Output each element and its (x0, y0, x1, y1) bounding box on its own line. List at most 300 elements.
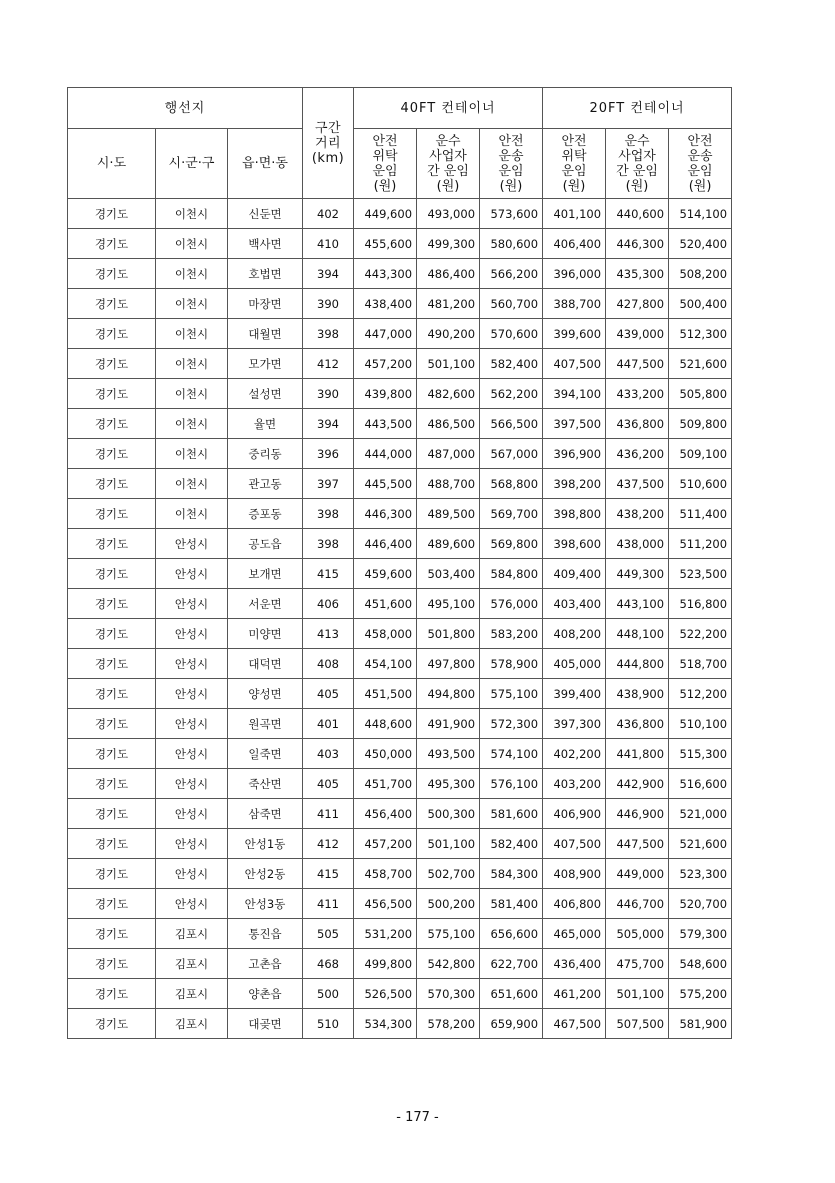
city-cell: 이천시 (156, 199, 228, 229)
ft40-safe-consign-cell: 443,500 (354, 409, 417, 439)
ft40-safe-transport-cell: 582,400 (480, 829, 543, 859)
distance-cell: 397 (303, 469, 354, 499)
ft40-safe-transport-cell: 584,300 (480, 859, 543, 889)
ft20-carrier-cell: 433,200 (606, 379, 669, 409)
ft20-safe-transport-cell: 581,900 (669, 1009, 732, 1039)
ft40-safe-consign-cell: 451,600 (354, 589, 417, 619)
ft40-carrier-cell: 495,100 (417, 589, 480, 619)
ft40-safe-transport-cell: 570,600 (480, 319, 543, 349)
town-cell: 일죽면 (228, 739, 303, 769)
table-row (68, 709, 732, 739)
ft20-safe-transport-cell: 523,500 (669, 559, 732, 589)
ft20-safe-consign-cell: 408,200 (543, 619, 606, 649)
ft20-carrier-cell: 438,900 (606, 679, 669, 709)
ft20-carrier-cell: 437,500 (606, 469, 669, 499)
table-row (68, 739, 732, 769)
distance-cell: 415 (303, 859, 354, 889)
ft20-safe-transport-header: 안전 운송 운임 (원) (669, 129, 732, 199)
ft40-safe-consign-cell: 444,000 (354, 439, 417, 469)
ft40-carrier-cell: 494,800 (417, 679, 480, 709)
ft20-safe-consign-cell: 403,400 (543, 589, 606, 619)
city-cell: 안성시 (156, 859, 228, 889)
ft40-carrier-cell: 578,200 (417, 1009, 480, 1039)
province-cell: 경기도 (68, 199, 156, 229)
ft40-safe-consign-cell: 450,000 (354, 739, 417, 769)
province-header: 시·도 (68, 129, 156, 199)
ft20-carrier-cell: 446,900 (606, 799, 669, 829)
town-cell: 안성3동 (228, 889, 303, 919)
town-cell: 대곶면 (228, 1009, 303, 1039)
ft40-safe-consign-cell: 446,400 (354, 529, 417, 559)
table-row (68, 889, 732, 919)
ft20-safe-transport-cell: 500,400 (669, 289, 732, 319)
ft20-carrier-cell: 507,500 (606, 1009, 669, 1039)
ft20-safe-consign-cell: 408,900 (543, 859, 606, 889)
town-cell: 백사면 (228, 229, 303, 259)
ft20-safe-consign-cell: 436,400 (543, 949, 606, 979)
distance-cell: 500 (303, 979, 354, 1009)
city-cell: 이천시 (156, 439, 228, 469)
distance-cell: 510 (303, 1009, 354, 1039)
province-cell: 경기도 (68, 259, 156, 289)
province-cell: 경기도 (68, 949, 156, 979)
province-cell: 경기도 (68, 829, 156, 859)
ft20-safe-consign-cell: 406,800 (543, 889, 606, 919)
distance-cell: 410 (303, 229, 354, 259)
ft20-carrier-cell: 449,300 (606, 559, 669, 589)
province-cell: 경기도 (68, 619, 156, 649)
city-cell: 이천시 (156, 499, 228, 529)
city-cell: 김포시 (156, 1009, 228, 1039)
table-body (68, 199, 732, 1039)
ft20-carrier-cell: 427,800 (606, 289, 669, 319)
ft40-safe-transport-cell: 573,600 (480, 199, 543, 229)
ft20-safe-consign-cell: 405,000 (543, 649, 606, 679)
ft40-safe-transport-cell: 568,800 (480, 469, 543, 499)
ft40-safe-transport-cell: 584,800 (480, 559, 543, 589)
ft40-safe-transport-cell: 562,200 (480, 379, 543, 409)
table-row (68, 859, 732, 889)
town-cell: 보개면 (228, 559, 303, 589)
ft40-carrier-cell: 503,400 (417, 559, 480, 589)
ft20-safe-transport-cell: 520,700 (669, 889, 732, 919)
city-cell: 안성시 (156, 709, 228, 739)
ft20-safe-consign-header: 안전 위탁 운임 (원) (543, 129, 606, 199)
table-row (68, 679, 732, 709)
ft40-carrier-header: 운수 사업자 간 운임 (원) (417, 129, 480, 199)
ft20-carrier-cell: 442,900 (606, 769, 669, 799)
table-row (68, 769, 732, 799)
ft20-safe-transport-cell: 510,100 (669, 709, 732, 739)
ft40-carrier-cell: 501,800 (417, 619, 480, 649)
table-row (68, 259, 732, 289)
province-cell: 경기도 (68, 379, 156, 409)
table-row (68, 409, 732, 439)
ft20-carrier-cell: 435,300 (606, 259, 669, 289)
ft40-safe-transport-cell: 659,900 (480, 1009, 543, 1039)
distance-cell: 505 (303, 919, 354, 949)
destination-header: 행선지 (68, 88, 303, 129)
table-row (68, 469, 732, 499)
page-number: - 177 - (396, 1110, 439, 1125)
distance-cell: 402 (303, 199, 354, 229)
ft20-safe-transport-cell: 516,600 (669, 769, 732, 799)
ft40-safe-consign-cell: 526,500 (354, 979, 417, 1009)
ft20-safe-consign-cell: 401,100 (543, 199, 606, 229)
table-row (68, 199, 732, 229)
table-row (68, 829, 732, 859)
town-cell: 안성2동 (228, 859, 303, 889)
ft20-safe-consign-cell: 394,100 (543, 379, 606, 409)
ft20-safe-consign-cell: 465,000 (543, 919, 606, 949)
ft20-carrier-cell: 475,700 (606, 949, 669, 979)
ft40-carrier-cell: 501,100 (417, 829, 480, 859)
province-cell: 경기도 (68, 649, 156, 679)
ft40-safe-consign-cell: 455,600 (354, 229, 417, 259)
distance-cell: 394 (303, 259, 354, 289)
town-cell: 서운면 (228, 589, 303, 619)
ft20-safe-consign-cell: 397,500 (543, 409, 606, 439)
ft20-carrier-cell: 446,700 (606, 889, 669, 919)
ft20-safe-transport-cell: 522,200 (669, 619, 732, 649)
ft20-carrier-cell: 441,800 (606, 739, 669, 769)
ft40-safe-transport-cell: 622,700 (480, 949, 543, 979)
ft20-safe-transport-cell: 579,300 (669, 919, 732, 949)
ft40-safe-transport-cell: 560,700 (480, 289, 543, 319)
ft20-safe-transport-cell: 512,200 (669, 679, 732, 709)
town-cell: 대월면 (228, 319, 303, 349)
province-cell: 경기도 (68, 739, 156, 769)
ft40-carrier-cell: 500,300 (417, 799, 480, 829)
ft20-safe-consign-cell: 398,800 (543, 499, 606, 529)
ft40-carrier-cell: 488,700 (417, 469, 480, 499)
city-cell: 안성시 (156, 889, 228, 919)
town-cell: 고촌읍 (228, 949, 303, 979)
city-cell: 안성시 (156, 739, 228, 769)
ft40-safe-consign-cell: 457,200 (354, 349, 417, 379)
ft40-safe-transport-cell: 580,600 (480, 229, 543, 259)
freight-rate-table (67, 87, 732, 1039)
ft40-carrier-cell: 493,500 (417, 739, 480, 769)
ft40-safe-transport-cell: 566,200 (480, 259, 543, 289)
province-cell: 경기도 (68, 529, 156, 559)
province-cell: 경기도 (68, 799, 156, 829)
ft20-safe-transport-cell: 516,800 (669, 589, 732, 619)
province-cell: 경기도 (68, 889, 156, 919)
ft20-safe-consign-cell: 403,200 (543, 769, 606, 799)
ft40-safe-transport-cell: 567,000 (480, 439, 543, 469)
ft40-carrier-cell: 487,000 (417, 439, 480, 469)
ft20-carrier-cell: 447,500 (606, 829, 669, 859)
city-cell: 안성시 (156, 799, 228, 829)
ft40-safe-consign-cell: 443,300 (354, 259, 417, 289)
distance-cell: 411 (303, 889, 354, 919)
ft20-safe-transport-cell: 523,300 (669, 859, 732, 889)
ft20-carrier-cell: 438,200 (606, 499, 669, 529)
ft40-carrier-cell: 502,700 (417, 859, 480, 889)
province-cell: 경기도 (68, 319, 156, 349)
ft20-safe-consign-cell: 399,400 (543, 679, 606, 709)
city-cell: 안성시 (156, 619, 228, 649)
ft20-safe-consign-cell: 409,400 (543, 559, 606, 589)
town-cell: 통진읍 (228, 919, 303, 949)
ft20-safe-consign-cell: 398,200 (543, 469, 606, 499)
province-cell: 경기도 (68, 919, 156, 949)
ft40-safe-consign-cell: 445,500 (354, 469, 417, 499)
city-cell: 이천시 (156, 409, 228, 439)
ft20-safe-transport-cell: 520,400 (669, 229, 732, 259)
town-cell: 미양면 (228, 619, 303, 649)
town-cell: 삼죽면 (228, 799, 303, 829)
ft20-safe-transport-cell: 514,100 (669, 199, 732, 229)
table-row (68, 649, 732, 679)
ft40-safe-consign-cell: 448,600 (354, 709, 417, 739)
ft40-safe-consign-cell: 451,700 (354, 769, 417, 799)
ft20-carrier-cell: 449,000 (606, 859, 669, 889)
ft20-safe-consign-cell: 396,900 (543, 439, 606, 469)
ft20-carrier-cell: 443,100 (606, 589, 669, 619)
distance-cell: 396 (303, 439, 354, 469)
town-cell: 양성면 (228, 679, 303, 709)
ft20-safe-consign-cell: 406,900 (543, 799, 606, 829)
province-cell: 경기도 (68, 769, 156, 799)
ft20-safe-consign-cell: 397,300 (543, 709, 606, 739)
town-cell: 관고동 (228, 469, 303, 499)
ft40-safe-consign-cell: 449,600 (354, 199, 417, 229)
ft20-safe-transport-cell: 521,600 (669, 349, 732, 379)
province-cell: 경기도 (68, 229, 156, 259)
ft40-carrier-cell: 570,300 (417, 979, 480, 1009)
city-cell: 이천시 (156, 379, 228, 409)
distance-cell: 408 (303, 649, 354, 679)
ft40-safe-transport-cell: 569,700 (480, 499, 543, 529)
distance-cell: 413 (303, 619, 354, 649)
table-row (68, 289, 732, 319)
town-cell: 신둔면 (228, 199, 303, 229)
table-row (68, 979, 732, 1009)
ft40-safe-transport-cell: 582,400 (480, 349, 543, 379)
province-cell: 경기도 (68, 559, 156, 589)
distance-cell: 390 (303, 289, 354, 319)
ft20-carrier-cell: 439,000 (606, 319, 669, 349)
ft40-safe-consign-cell: 456,500 (354, 889, 417, 919)
ft40-safe-transport-cell: 575,100 (480, 679, 543, 709)
ft40-safe-consign-cell: 447,000 (354, 319, 417, 349)
town-cell: 중리동 (228, 439, 303, 469)
ft20-carrier-cell: 440,600 (606, 199, 669, 229)
table-row (68, 1009, 732, 1039)
ft40-safe-transport-cell: 566,500 (480, 409, 543, 439)
ft20-carrier-cell: 448,100 (606, 619, 669, 649)
ft20-safe-consign-cell: 406,400 (543, 229, 606, 259)
town-cell: 죽산면 (228, 769, 303, 799)
distance-cell: 406 (303, 589, 354, 619)
ft40-safe-consign-cell: 531,200 (354, 919, 417, 949)
city-cell: 안성시 (156, 649, 228, 679)
table-row (68, 379, 732, 409)
ft20-safe-transport-cell: 518,700 (669, 649, 732, 679)
ft40-safe-consign-cell: 499,800 (354, 949, 417, 979)
city-cell: 안성시 (156, 559, 228, 589)
city-cell: 안성시 (156, 529, 228, 559)
town-cell: 원곡면 (228, 709, 303, 739)
ft40-safe-transport-cell: 583,200 (480, 619, 543, 649)
city-cell: 이천시 (156, 229, 228, 259)
ft20-carrier-cell: 505,000 (606, 919, 669, 949)
city-cell: 이천시 (156, 319, 228, 349)
table-row (68, 319, 732, 349)
ft40-carrier-cell: 489,500 (417, 499, 480, 529)
table-row (68, 439, 732, 469)
ft20-carrier-header: 운수 사업자 간 운임 (원) (606, 129, 669, 199)
city-cell: 이천시 (156, 259, 228, 289)
town-cell: 모가면 (228, 349, 303, 379)
ft40-safe-consign-cell: 451,500 (354, 679, 417, 709)
province-cell: 경기도 (68, 499, 156, 529)
city-cell: 안성시 (156, 829, 228, 859)
province-cell: 경기도 (68, 979, 156, 1009)
distance-cell: 412 (303, 349, 354, 379)
table-row (68, 589, 732, 619)
city-header: 시·군·구 (156, 129, 228, 199)
distance-cell: 394 (303, 409, 354, 439)
distance-cell: 405 (303, 769, 354, 799)
ft40-carrier-cell: 497,800 (417, 649, 480, 679)
ft40-safe-consign-cell: 458,000 (354, 619, 417, 649)
ft40-safe-transport-cell: 578,900 (480, 649, 543, 679)
province-cell: 경기도 (68, 679, 156, 709)
ft40-carrier-cell: 499,300 (417, 229, 480, 259)
ft20-carrier-cell: 446,300 (606, 229, 669, 259)
town-cell: 율면 (228, 409, 303, 439)
ft40-carrier-cell: 481,200 (417, 289, 480, 319)
ft20-safe-consign-cell: 396,000 (543, 259, 606, 289)
town-cell: 마장면 (228, 289, 303, 319)
distance-cell: 398 (303, 529, 354, 559)
ft20-safe-transport-cell: 521,600 (669, 829, 732, 859)
city-cell: 안성시 (156, 769, 228, 799)
distance-cell: 411 (303, 799, 354, 829)
town-cell: 안성1동 (228, 829, 303, 859)
distance-cell: 415 (303, 559, 354, 589)
ft20-safe-transport-cell: 511,200 (669, 529, 732, 559)
ft40-carrier-cell: 486,400 (417, 259, 480, 289)
province-cell: 경기도 (68, 1009, 156, 1039)
province-cell: 경기도 (68, 589, 156, 619)
ft40-safe-transport-cell: 656,600 (480, 919, 543, 949)
distance-cell: 390 (303, 379, 354, 409)
ft20-safe-transport-cell: 509,800 (669, 409, 732, 439)
ft40-safe-transport-header: 안전 운송 운임 (원) (480, 129, 543, 199)
town-cell: 양촌읍 (228, 979, 303, 1009)
city-cell: 김포시 (156, 979, 228, 1009)
ft40-carrier-cell: 490,200 (417, 319, 480, 349)
ft20-carrier-cell: 436,200 (606, 439, 669, 469)
ft40-carrier-cell: 542,800 (417, 949, 480, 979)
ft20-safe-transport-cell: 515,300 (669, 739, 732, 769)
table-row (68, 559, 732, 589)
ft40-carrier-cell: 501,100 (417, 349, 480, 379)
ft20-safe-transport-cell: 505,800 (669, 379, 732, 409)
table-row (68, 949, 732, 979)
ft40-safe-consign-cell: 458,700 (354, 859, 417, 889)
ft40-carrier-cell: 491,900 (417, 709, 480, 739)
distance-cell: 403 (303, 739, 354, 769)
table-row (68, 349, 732, 379)
distance-cell: 401 (303, 709, 354, 739)
ft20-safe-transport-cell: 510,600 (669, 469, 732, 499)
ft40-carrier-cell: 486,500 (417, 409, 480, 439)
ft20-safe-transport-cell: 509,100 (669, 439, 732, 469)
ft40-carrier-cell: 495,300 (417, 769, 480, 799)
ft20-safe-transport-cell: 512,300 (669, 319, 732, 349)
ft20-carrier-cell: 436,800 (606, 409, 669, 439)
ft20-safe-consign-cell: 398,600 (543, 529, 606, 559)
town-cell: 대덕면 (228, 649, 303, 679)
province-cell: 경기도 (68, 439, 156, 469)
ft40-safe-transport-cell: 574,100 (480, 739, 543, 769)
province-cell: 경기도 (68, 709, 156, 739)
ft40-safe-consign-cell: 438,400 (354, 289, 417, 319)
city-cell: 이천시 (156, 469, 228, 499)
table-row (68, 799, 732, 829)
ft40-safe-transport-cell: 576,100 (480, 769, 543, 799)
city-cell: 이천시 (156, 289, 228, 319)
ft40-safe-transport-cell: 569,800 (480, 529, 543, 559)
ft40-carrier-cell: 500,200 (417, 889, 480, 919)
ft20-safe-consign-cell: 399,600 (543, 319, 606, 349)
ft20-carrier-cell: 436,800 (606, 709, 669, 739)
ft40-safe-consign-header: 안전 위탁 운임 (원) (354, 129, 417, 199)
ft20-header: 20FT 컨테이너 (543, 88, 732, 129)
province-cell: 경기도 (68, 469, 156, 499)
city-cell: 이천시 (156, 349, 228, 379)
ft20-safe-transport-cell: 508,200 (669, 259, 732, 289)
ft40-safe-transport-cell: 576,000 (480, 589, 543, 619)
ft40-header: 40FT 컨테이너 (354, 88, 543, 129)
ft40-carrier-cell: 493,000 (417, 199, 480, 229)
province-cell: 경기도 (68, 289, 156, 319)
ft20-carrier-cell: 444,800 (606, 649, 669, 679)
town-cell: 설성면 (228, 379, 303, 409)
ft40-safe-consign-cell: 456,400 (354, 799, 417, 829)
ft40-safe-consign-cell: 459,600 (354, 559, 417, 589)
ft40-safe-consign-cell: 454,100 (354, 649, 417, 679)
ft20-carrier-cell: 501,100 (606, 979, 669, 1009)
ft40-safe-transport-cell: 581,600 (480, 799, 543, 829)
ft40-carrier-cell: 575,100 (417, 919, 480, 949)
ft40-safe-consign-cell: 534,300 (354, 1009, 417, 1039)
province-cell: 경기도 (68, 859, 156, 889)
table-row (68, 919, 732, 949)
distance-cell: 405 (303, 679, 354, 709)
town-cell: 공도읍 (228, 529, 303, 559)
city-cell: 김포시 (156, 949, 228, 979)
province-cell: 경기도 (68, 349, 156, 379)
ft40-carrier-cell: 482,600 (417, 379, 480, 409)
city-cell: 안성시 (156, 589, 228, 619)
ft40-safe-transport-cell: 572,300 (480, 709, 543, 739)
town-cell: 증포동 (228, 499, 303, 529)
ft40-safe-consign-cell: 439,800 (354, 379, 417, 409)
ft20-safe-consign-cell: 388,700 (543, 289, 606, 319)
province-cell: 경기도 (68, 409, 156, 439)
city-cell: 김포시 (156, 919, 228, 949)
distance-cell: 398 (303, 319, 354, 349)
ft20-safe-consign-cell: 467,500 (543, 1009, 606, 1039)
city-cell: 안성시 (156, 679, 228, 709)
ft20-safe-consign-cell: 407,500 (543, 349, 606, 379)
